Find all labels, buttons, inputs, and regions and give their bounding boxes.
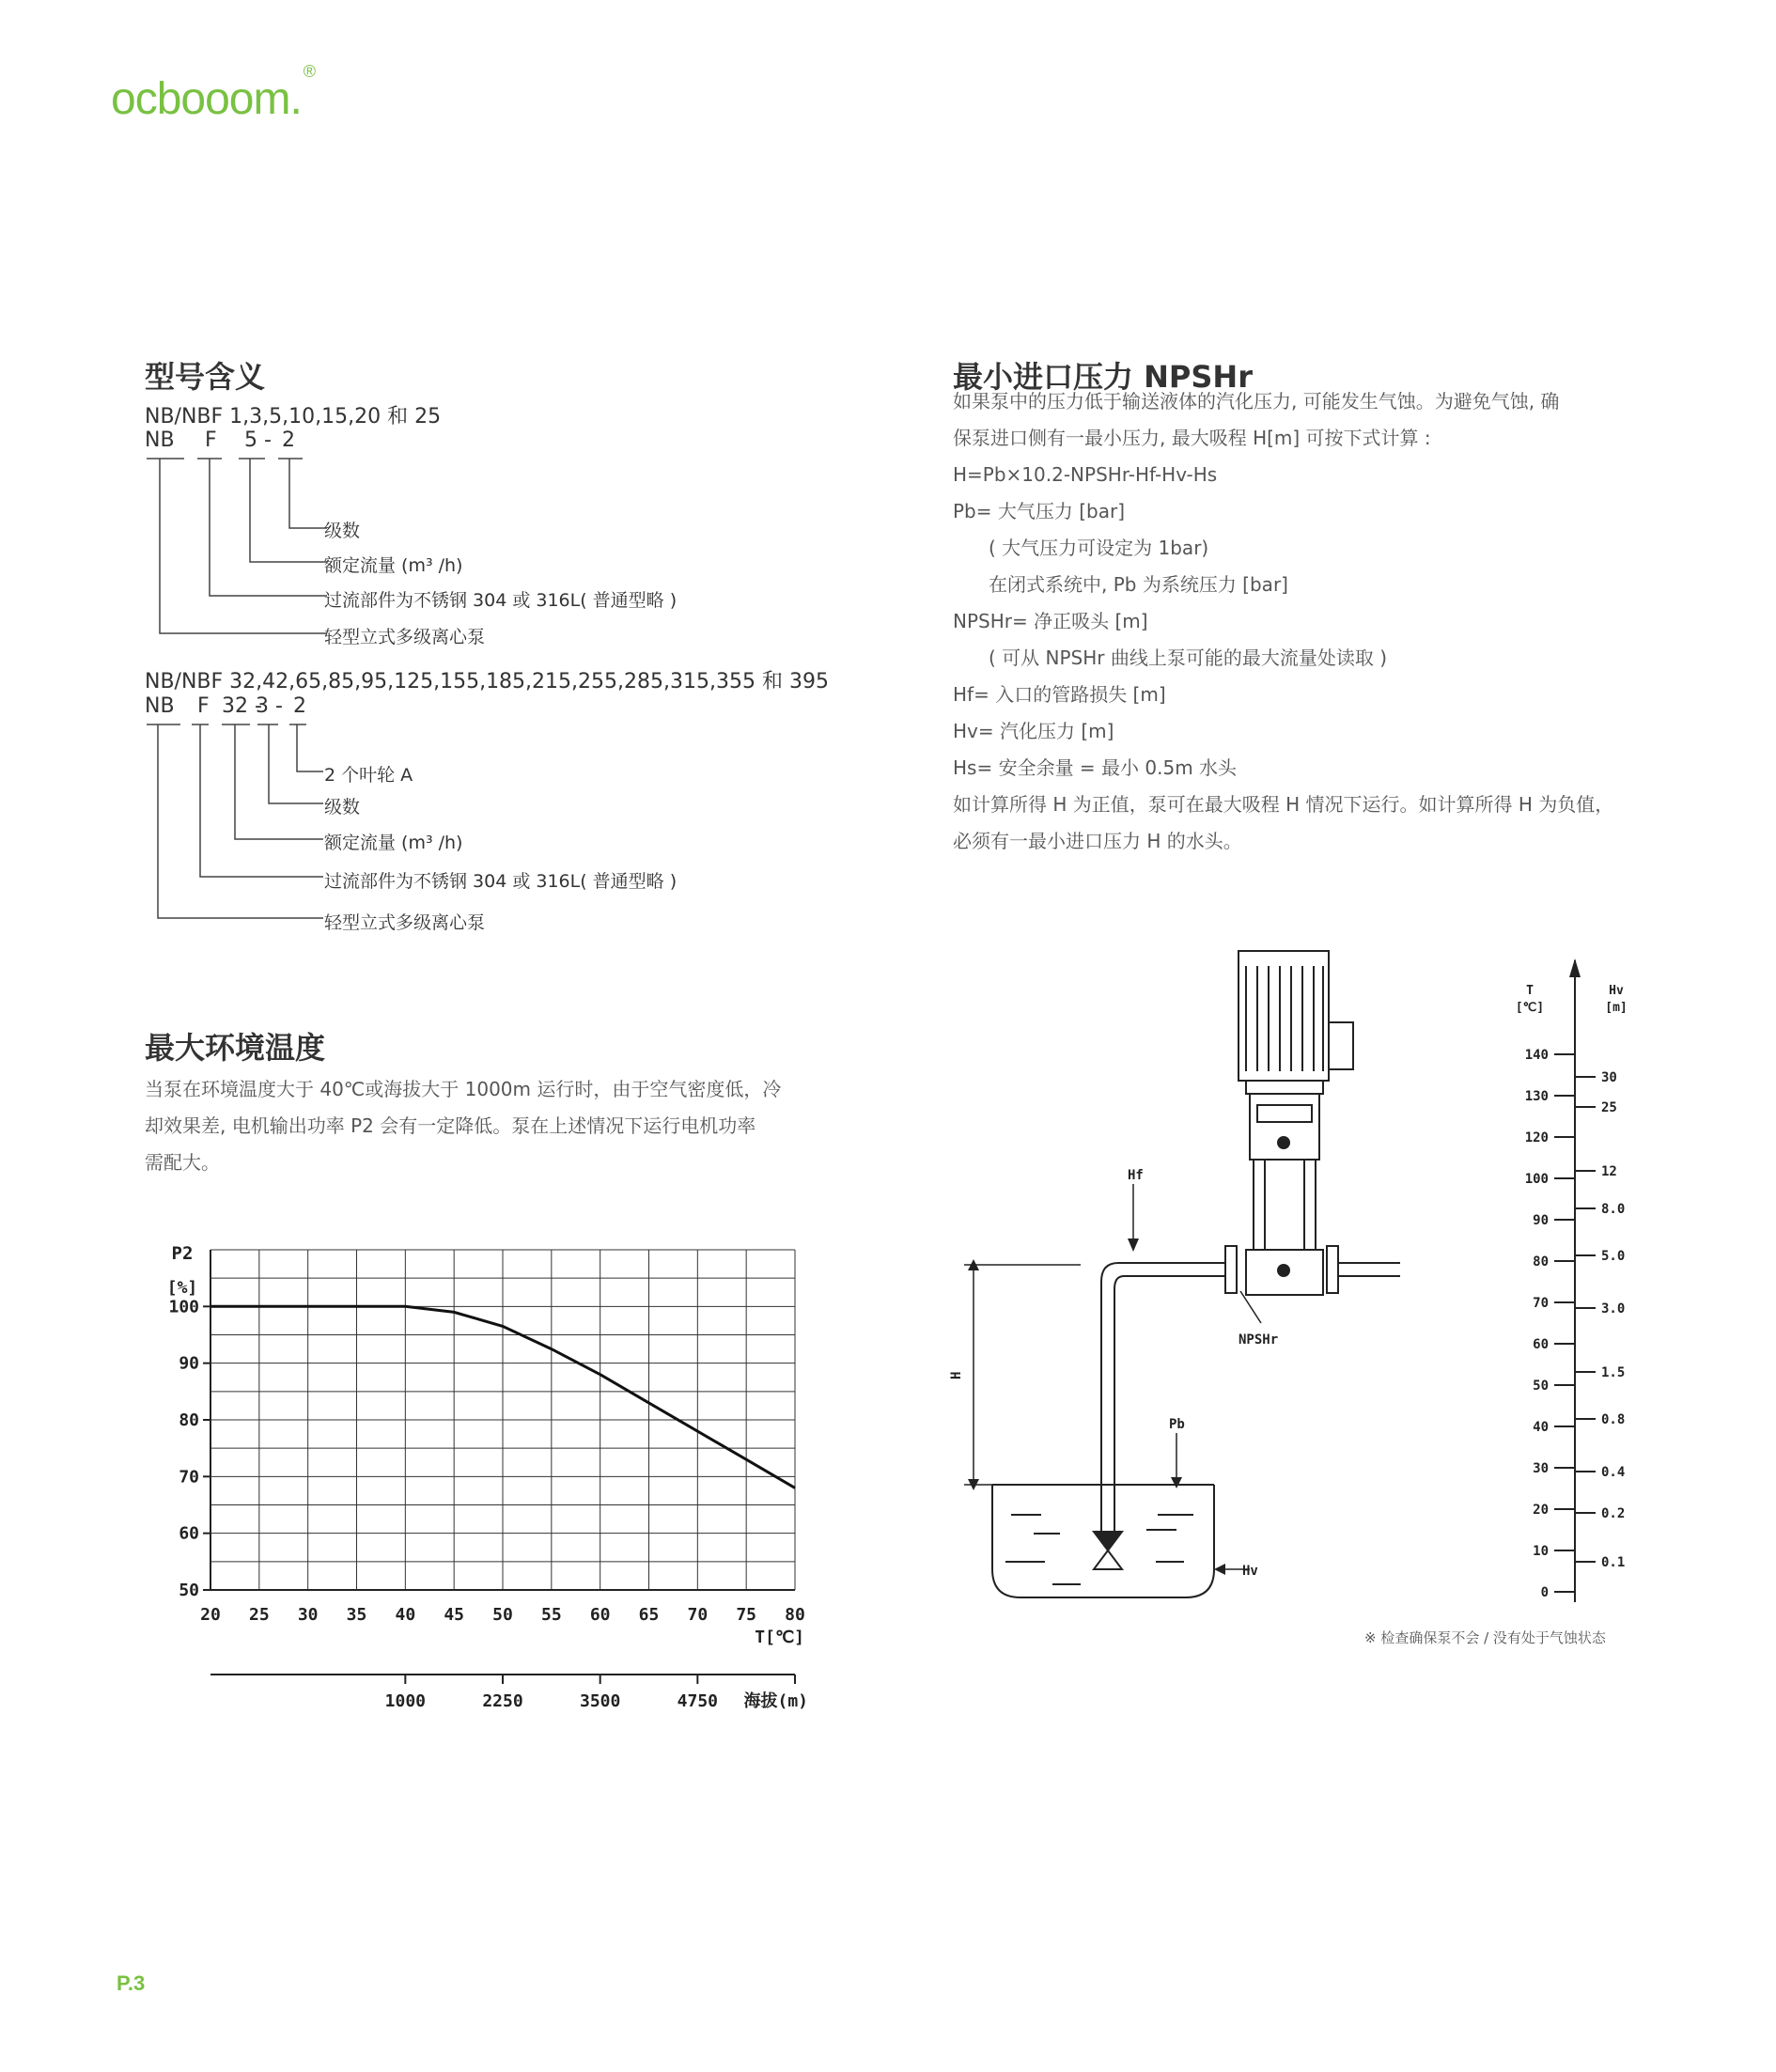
series2-label-type: 轻型立式多级离心泵 [324,912,486,933]
scale-t-tick-label: 40 [1533,1420,1549,1435]
scale-hv-tick-label: 5.0 [1601,1249,1626,1264]
temp-vapour-pressure-scale [1494,949,1654,1616]
altitude-tick-label: 2250 [482,1691,523,1711]
series2-label-material: 过流部件为不锈钢 304 或 316L( 普通型略 ) [324,871,678,892]
x-tick-label: 60 [589,1605,611,1625]
npsh-note: ※ 检查确保泵不会 / 没有处于气蚀状态 [1364,1629,1606,1646]
series1-label-flow: 额定流量 (m³ /h) [324,555,463,576]
series2-bracket-lines [141,719,329,935]
outlet-flange [1327,1246,1338,1293]
scale-t-unit: [℃] [1515,1001,1545,1015]
series1-code-f: F [205,428,217,452]
scale-hv-tick-label: 0.8 [1601,1412,1626,1427]
page-number: P.3 [117,1971,146,1995]
npsh-hs: Hs= 安全余量 = 最小 0.5m 水头 [953,756,1238,779]
series1-code-flow: 5 - [244,428,272,452]
x-tick-label: 25 [248,1605,270,1625]
series2-heading: NB/NBF 32,42,65,85,95,125,155,185,215,255,285,315,355 和 395 [145,670,829,693]
x-tick-label: 55 [540,1605,562,1625]
x-tick-label: 40 [395,1605,416,1625]
npsh-line-2: 保泵进口侧有一最小压力, 最大吸程 H[m] 可按下式计算 : [953,427,1431,449]
scale-t-tick-label: 20 [1533,1503,1549,1518]
series2-code-stage: 3 - [256,694,283,718]
temp-title: 最大环境温度 [145,1030,326,1066]
series1-label-material: 过流部件为不锈钢 304 或 316L( 普通型略 ) [324,590,678,611]
motor-body [1239,951,1329,1081]
logo-registered-mark: ® [303,62,316,81]
x-tick-label: 50 [492,1605,513,1625]
npsh-conclusion-2: 必须有一最小进口压力 H 的水头。 [953,830,1242,852]
coupling-housing [1250,1094,1319,1160]
pump-installation-diagram [940,940,1428,1635]
npsh-title: 最小进口压力 NPSHr [953,359,1253,395]
series1-bracket-connectors [141,453,329,650]
series2-label-impeller: 2 个叶轮 A [324,765,413,786]
scale-hv-tick-label: 12 [1601,1164,1617,1179]
scale-hv-tick-label: 8.0 [1601,1202,1626,1217]
series2-label-stages: 级数 [324,797,361,818]
npsh-pb: Pb= 大气压力 [bar] [953,500,1126,522]
y-axis-unit: [%] [166,1278,198,1298]
x-tick-label: 70 [687,1605,709,1625]
pump-stack [1254,1160,1316,1254]
label-npshr: NPSHr [1239,1332,1279,1348]
label-h: H [949,1371,964,1379]
y-tick-label: 90 [179,1353,199,1374]
series1-heading: NB/NBF 1,3,5,10,15,20 和 25 [145,405,442,428]
series2-code-flow: 32 - [222,694,262,718]
y-tick-label: 50 [179,1581,199,1600]
altitude-axis-label: 海拔(m) [743,1691,808,1711]
scale-hv-tick-label: 0.1 [1601,1555,1626,1570]
series1-code-stage: 2 [282,428,295,452]
x-tick-label: 30 [297,1605,319,1625]
npsh-hv: Hv= 汽化压力 [m] [953,720,1114,742]
label-pb: Pb [1169,1417,1185,1432]
label-hv: Hv [1242,1564,1258,1579]
scale-t-tick-label: 90 [1533,1213,1549,1228]
scale-hv-tick-label: 30 [1601,1070,1617,1085]
npsh-paragraph [953,383,1705,860]
altitude-tick-label: 1000 [384,1691,427,1711]
series2-code-f: F [197,694,210,718]
x-tick-label: 35 [346,1605,367,1625]
series2-code-nb: NB [145,694,175,718]
series2-label-flow: 额定流量 (m³ /h) [324,833,463,853]
scale-hv-unit: [m] [1605,1001,1628,1015]
altitude-tick-label: 4750 [677,1691,719,1711]
label-hf: Hf [1128,1168,1144,1183]
scale-t-tick-label: 140 [1524,1048,1549,1063]
scale-t-tick-label: 80 [1533,1254,1549,1270]
x-tick-label: 75 [736,1605,757,1625]
terminal-box [1329,1022,1353,1069]
temp-line-1: 当泵在环境温度大于 40℃或海拔大于 1000m 运行时，由于空气密度低，冷 [145,1078,782,1100]
x-tick-label: 20 [200,1605,221,1625]
scale-hv-label: Hv [1609,984,1624,998]
scale-hv-tick-label: 3.0 [1601,1301,1626,1316]
npsh-hf: Hf= 入口的管路损失 [m] [953,683,1166,706]
temp-line-2: 却效果差, 电机输出功率 P2 会有一定降低。泵在上述情况下运行电机功率 [145,1114,756,1137]
x-tick-label: 45 [444,1605,465,1625]
y-axis-label: P2 [171,1243,194,1264]
x-tick-label: 80 [785,1605,805,1625]
y-tick-label: 80 [179,1410,199,1430]
scale-t-tick-label: 30 [1533,1461,1549,1476]
temp-paragraph [145,1071,840,1181]
scale-hv-tick-label: 1.5 [1601,1365,1626,1380]
scale-t-tick-label: 50 [1533,1379,1549,1394]
series2-code-impeller: 2 [293,694,306,718]
npsh-conclusion-1: 如计算所得 H 为正值，泵可在最大吸程 H 情况下运行。如计算所得 H 为负值， [953,793,1614,816]
scale-hv-tick-label: 0.2 [1601,1506,1626,1521]
y-tick-label: 60 [179,1523,199,1544]
series1-code-nb: NB [145,428,175,452]
scale-t-tick-label: 130 [1524,1089,1549,1104]
scale-t-tick-label: 60 [1533,1337,1549,1352]
scale-t-tick-label: 70 [1533,1296,1549,1311]
x-axis-label: T[℃] [755,1628,804,1647]
brand-logo [111,62,316,125]
scale-t-tick-label: 100 [1524,1172,1549,1187]
scale-t-label: T [1526,984,1534,998]
y-tick-label: 70 [179,1467,199,1488]
y-tick-label: 100 [168,1297,199,1317]
npsh-formula: H=Pb×10.2-NPSHr-Hf-Hv-Hs [953,463,1218,486]
scale-hv-tick-label: 0.4 [1601,1465,1626,1480]
series1-label-type: 轻型立式多级离心泵 [324,627,486,647]
p2-derating-chart [141,1222,818,1720]
scale-t-tick-label: 120 [1524,1130,1549,1145]
npsh-npshr-note: ( 可从 NPSHr 曲线上泵可能的最大流量处读取 ) [989,647,1388,669]
npsh-npshr: NPSHr= 净正吸头 [m] [953,610,1148,632]
altitude-tick-label: 3500 [579,1691,621,1711]
scale-t-tick-label: 10 [1533,1544,1549,1559]
scale-hv-tick-label: 25 [1601,1100,1617,1115]
npsh-line-1: 如果泵中的压力低于输送液体的汽化压力, 可能发生气蚀。为避免气蚀, 确 [953,390,1560,413]
scale-t-tick-label: 0 [1540,1585,1549,1600]
npsh-pb-note-1: ( 大气压力可设定为 1bar) [989,537,1209,559]
model-title: 型号含义 [145,359,266,395]
inlet-flange [1225,1246,1237,1293]
x-tick-label: 65 [638,1605,660,1625]
temp-line-3: 需配大。 [145,1151,220,1174]
logo-text: ocbooom. [111,74,302,124]
npsh-pb-note-2: 在闭式系统中, Pb 为系统压力 [bar] [989,573,1288,596]
series1-label-stages: 级数 [324,521,361,541]
